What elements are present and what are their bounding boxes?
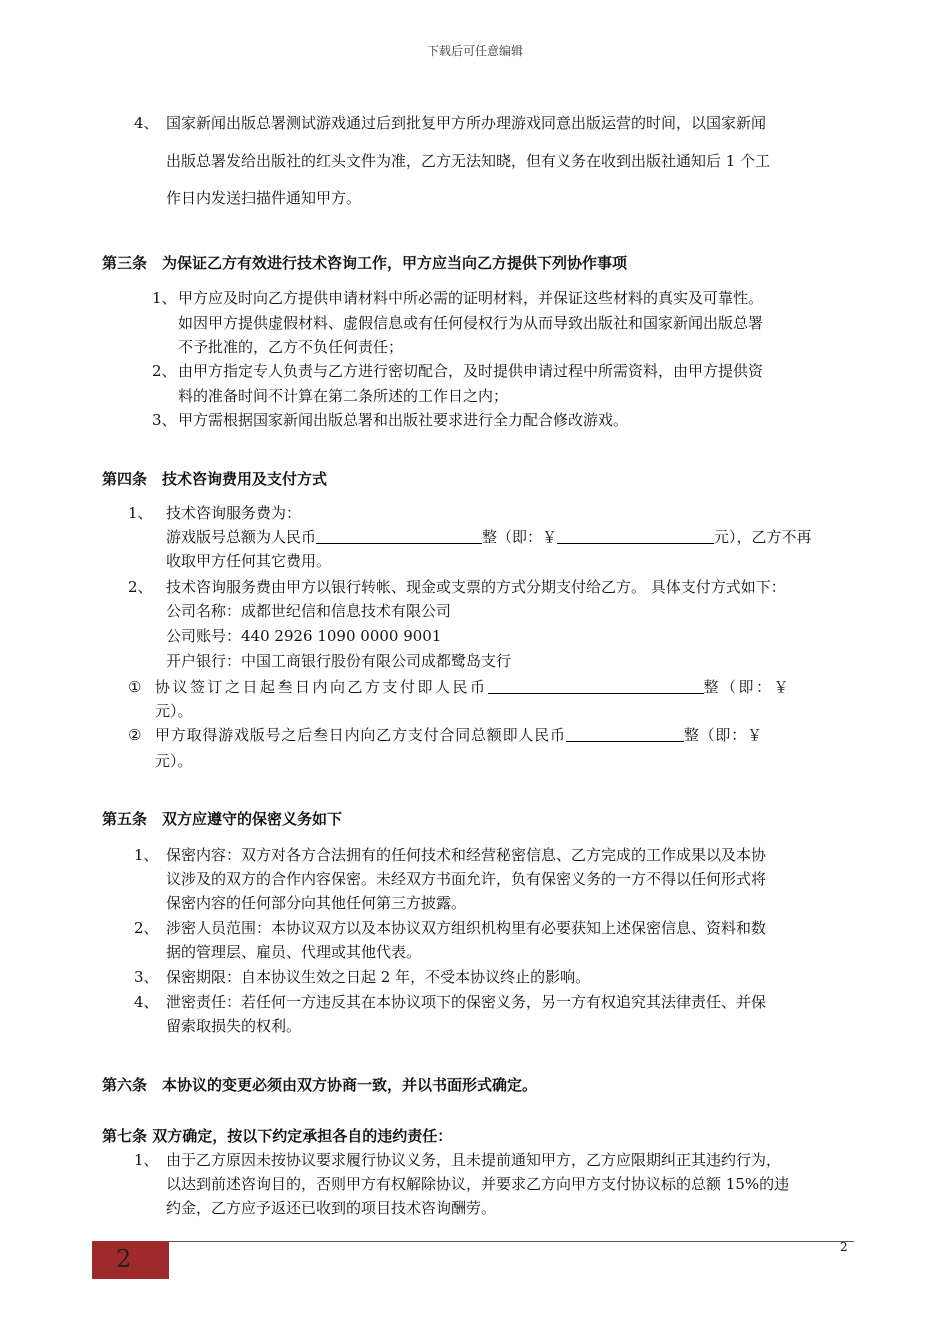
payment1-text: 协议签订之日起叁日内向乙方支付即人民币	[155, 678, 488, 696]
clause7-item1-line: 由于乙方原因未按协议要求履行协议义务，且未提前通知甲方，乙方应限期纠正其违约行为，	[166, 1151, 782, 1169]
payment2-text: 甲方取得游戏版号之后叁日内向乙方支付合同总额即人民币	[155, 726, 566, 744]
clause3-item2-number: 2、	[152, 362, 177, 380]
clause2-item4-line: 作日内发送扫描件通知甲方。	[166, 189, 362, 207]
bank-name: 开户银行：中国工商银行股份有限公司成都鹭岛支行	[166, 652, 512, 670]
clause5-item2-line: 涉密人员范围：本协议双方以及本协议双方组织机构里有必要获知上述保密信息、资料和数	[166, 919, 767, 937]
clause6-title: 第六条 本协议的变更必须由双方协商一致，并以书面形式确定。	[102, 1076, 538, 1094]
clause4-item1-line1: 技术咨询服务费为：	[166, 504, 302, 522]
clause5-item3-number: 3、	[134, 968, 159, 986]
clause3-item1-number: 1、	[152, 289, 177, 307]
footer-rule	[92, 1241, 854, 1242]
payment2-number: ②	[128, 726, 142, 744]
fee-total-amount-blank[interactable]	[557, 528, 714, 544]
clause3-item1-line: 如因甲方提供虚假材料、虚假信息或有任何侵权行为从而导致出版社和国家新闻出版总署	[178, 314, 764, 332]
clause3-item1-line: 不予批准的，乙方不负任何责任；	[178, 338, 404, 356]
clause7-item1-number: 1、	[134, 1151, 159, 1169]
clause2-item4-number: 4、	[134, 114, 159, 132]
payment1-end: 元）。	[155, 702, 193, 720]
clause5-title: 第五条 双方应遵守的保密义务如下	[102, 810, 343, 828]
clause5-item4-line: 留索取损失的权利。	[166, 1017, 302, 1035]
fee-total-equiv-label: 整（即：￥	[482, 528, 558, 546]
payment2-line	[155, 725, 763, 745]
clause7-item1-line: 约金，乙方应予返还已收到的项目技术咨询酬劳。	[166, 1199, 497, 1217]
clause4-item2-number: 2、	[128, 578, 153, 596]
header-note: 下载后可任意编辑	[426, 44, 523, 58]
clause3-item2-line: 由甲方指定专人负责与乙方进行密切配合，及时提供申请过程中所需资料，由甲方提供资	[178, 362, 764, 380]
payment1-equiv: 整（即：￥	[703, 678, 792, 696]
company-name: 公司名称：成都世纪信和信息技术有限公司	[166, 602, 452, 620]
clause5-item4-line: 泄密责任：若任何一方违反其在本协议项下的保密义务，另一方有权追究其法律责任、并保	[166, 993, 767, 1011]
clause4-item1-line2	[166, 527, 812, 547]
payment1-line	[155, 677, 791, 697]
clause5-item1-line: 保密内容：双方对各方合法拥有的任何技术和经营秘密信息、乙方完成的工作成果以及本协	[166, 846, 767, 864]
payment1-number: ①	[128, 678, 142, 696]
page-number-box-label: 2	[116, 1245, 132, 1273]
clause5-item1-line: 保密内容的任何部分向其他任何第三方披露。	[166, 894, 467, 912]
clause5-item2-number: 2、	[134, 919, 159, 937]
payment2-equiv: 整（即：￥	[683, 726, 763, 744]
clause5-item4-number: 4、	[134, 993, 159, 1011]
clause3-item3-number: 3、	[152, 411, 177, 429]
company-account: 公司账号：440 2926 1090 0000 9001	[166, 627, 442, 645]
clause2-item4-line: 出版总署发给出版社的红头文件为准，乙方无法知晓，但有义务在收到出版社通知后 1 个工	[166, 152, 771, 170]
page-number: 2	[840, 1240, 848, 1254]
page-number-box	[92, 1241, 169, 1279]
clause5-item1-line: 议涉及的双方的合作内容保密。未经双方书面允许，负有保密义务的一方不得以任何形式将	[166, 870, 767, 888]
clause4-item1-line3: 收取甲方任何其它费用。	[166, 552, 332, 570]
fee-total-label: 游戏版号总额为人民币	[166, 528, 317, 546]
clause3-item1-line: 甲方应及时向乙方提供申请材料中所必需的证明材料，并保证这些材料的真实及可靠性。	[178, 289, 764, 307]
clause4-title: 第四条 技术咨询费用及支付方式	[102, 470, 328, 488]
clause4-item2-line1: 技术咨询服务费由甲方以银行转帐、现金或支票的方式分期支付给乙方。 具体支付方式如下：	[166, 578, 786, 596]
fee-total-suffix: 元），乙方不再	[714, 528, 812, 546]
clause5-item3-line: 保密期限：自本协议生效之日起 2 年，不受本协议终止的影响。	[166, 968, 591, 986]
payment2-blank[interactable]	[566, 726, 684, 742]
payment1-blank[interactable]	[488, 678, 704, 694]
fee-total-blank[interactable]	[316, 528, 482, 544]
payment2-end: 元）。	[155, 752, 193, 770]
clause5-item2-line: 据的管理层、雇员、代理或其他代表。	[166, 943, 422, 961]
clause7-item1-line: 以达到前述咨询目的，否则甲方有权解除协议，并要求乙方向甲方支付协议标的总额 15%的违	[166, 1175, 790, 1193]
clause3-item2-line: 料的准备时间不计算在第二条所述的工作日之内；	[178, 387, 509, 405]
clause7-title: 第七条 双方确定，按以下约定承担各自的违约责任：	[102, 1127, 453, 1145]
clause3-title: 第三条 为保证乙方有效进行技术咨询工作，甲方应当向乙方提供下列协作事项	[102, 254, 628, 272]
clause2-item4-line: 国家新闻出版总署测试游戏通过后到批复甲方所办理游戏同意出版运营的时间，以国家新闻	[166, 114, 767, 132]
clause3-item3-line: 甲方需根据国家新闻出版总署和出版社要求进行全力配合修改游戏。	[178, 411, 629, 429]
clause4-item1-number: 1、	[128, 504, 153, 522]
clause5-item1-number: 1、	[134, 846, 159, 864]
